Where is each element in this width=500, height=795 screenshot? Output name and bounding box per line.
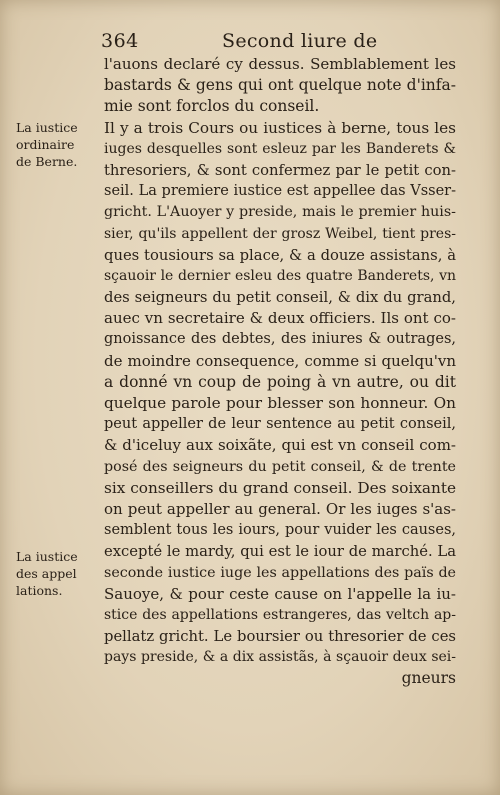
text-line: pellatz gricht. Le boursier ou thresorier de ces (104, 628, 456, 646)
margin-note-line: lations. (16, 583, 63, 598)
margin-note-line: de Berne. (16, 154, 78, 169)
text-line: peut appeller de leur sentence au petit conseil, (104, 416, 456, 433)
text-line: six conseillers du grand conseil. Des soixante (104, 478, 456, 497)
text-line: de moindre consequence, comme si quelqu'vn (104, 351, 456, 370)
margin-note-line: ordinaire (16, 137, 75, 152)
margin-note-appeals-justice (16, 548, 98, 599)
text-line: Il y a trois Cours ou iustices à berne, tous les (104, 118, 456, 137)
text-line: sçauoir le dernier esleu des quatre Banderets, vn (104, 267, 456, 284)
text-line: thresoriers, & sont confermez par le petit con- (104, 161, 456, 179)
text-line: quelque parole pour blesser son honneur. On (104, 394, 456, 412)
text-line: & d'iceluy aux soixãte, qui est vn conseil com- (104, 436, 456, 455)
text-line: ques tousiours sa place, & a douze assistans, à (104, 246, 456, 264)
margin-note-line: La iustice (16, 120, 78, 135)
margin-note-line: La iustice (16, 549, 78, 564)
text-line: posé des seigneurs du petit conseil, & de trente (104, 458, 456, 475)
text-line: auec vn secretaire & deux officiers. Ils ont co- (104, 309, 456, 328)
text-line: stice des appellations estrangeres, das veltch ap- (104, 606, 456, 623)
running-head: Second liure de (222, 30, 378, 52)
text-line: excepté le mardy, qui est le iour de marché. La (104, 543, 456, 561)
text-line: seil. La premiere iustice est appellee das Vsser- (104, 183, 456, 200)
text-line: semblent tous les iours, pour vuider les causes, (104, 522, 456, 539)
page-number: 364 (101, 30, 139, 52)
text-line: gricht. L'Auoyer y preside, mais le premier huis- (104, 204, 456, 221)
text-line: Sauoye, & pour ceste cause on l'appelle la iu- (104, 584, 456, 603)
catchword: gneurs (401, 669, 456, 688)
text-line: gnoissance des debtes, des iniures & outrages, (104, 331, 456, 348)
body-text (104, 54, 456, 690)
margin-note-line: des appel (16, 566, 77, 581)
text-line: mie sont forclos du conseil. (104, 97, 320, 116)
text-line: bastards & gens qui ont quelque note d'infa- (104, 76, 456, 95)
text-line: on peut appeller au general. Or les iuges s'as- (104, 499, 456, 518)
text-line: iuges desquelles sont esleuz par les Banderets & (104, 140, 456, 157)
text-line: a donné vn coup de poing à vn autre, ou dit (104, 372, 456, 391)
text-line: l'auons declaré cy dessus. Semblablement les (104, 55, 456, 73)
text-line: seconde iustice iuge les appellations des païs de (104, 564, 456, 581)
text-line: pays preside, & a dix assistãs, à sçauoir deux sei- (104, 649, 456, 666)
margin-note-ordinary-justice (16, 119, 98, 170)
text-line: des seigneurs du petit conseil, & dix du grand, (104, 289, 456, 307)
text-line: sier, qu'ils appellent der grosz Weibel, tient pres- (104, 225, 456, 242)
